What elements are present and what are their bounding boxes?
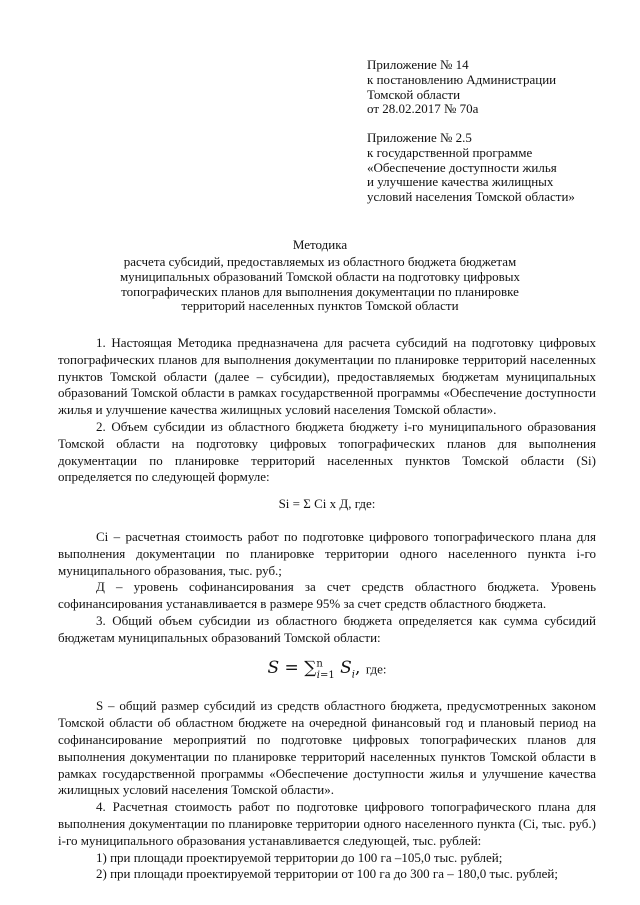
subtitle-line: муниципальных образований Томской области на подготовку цифровых	[119, 268, 521, 284]
formula-si: Si = Σ Ci x Д, где:	[278, 496, 376, 512]
appendix-14-line: Томской области	[367, 86, 461, 102]
appendix-25-line: и улучшение качества жилищных	[367, 174, 554, 190]
appendix-25-block	[367, 131, 629, 205]
paragraph-3: 3. Общий объем субсидии из областного бюджета определяется как сумма субсидий бюджетам муниципальных образований Томской области:	[58, 612, 596, 645]
appendix-25-line: условий населения Томской области»	[367, 189, 575, 205]
appendix-14-line: к постановлению Администрации	[367, 71, 557, 87]
paragraph-4: 4. Расчетная стоимость работ по подготовке цифрового топографического плана для выполнения документации по планировке территории одного населенного пункта (Ci, тыс. руб.) i-го муниципального образования устанавливается следующей, тыс. рублей:	[58, 799, 596, 848]
formula-s-sum	[58, 657, 596, 685]
subtitle-line: топографических планов для выполнения документации по планировке	[121, 283, 519, 299]
document-title: Методика	[292, 237, 348, 252]
document-body	[58, 335, 596, 883]
paragraph-2: 2. Объем субсидии из областного бюджета бюджету i-го муниципального образования Томской области на подготовку цифровых топографических планов для выполнения документации по планировке территорий населенных пунктов Томской области (Si) определяется по следующей формуле:	[58, 418, 596, 485]
appendix-14-line: от 28.02.2017 № 70а	[367, 101, 479, 117]
paragraph-s-definition: S – общий размер субсидий из средств областного бюджета, предусмотренных законом Томской области об областном бюджете на очередной финансовый год и плановый период на софинансирование мероприятий по подготовке цифровых топографических планов для выполнения документации по планировке территорий населенных пунктов Томской области в рамках государственной программы «Обеспечение доступности жилья и улучшение качества жилищных условий населения Томской области».	[58, 698, 596, 798]
appendix-25-line: Приложение № 2.5	[367, 130, 472, 145]
formula-s-where: где:	[365, 661, 387, 677]
subtitle-line: расчета субсидий, предоставляемых из областного бюджета бюджетам	[123, 254, 517, 269]
paragraph-ci-definition: Ci – расчетная стоимость работ по подготовке цифрового топографического плана для выполнения документации по планировке территории одного населенного пункта i-го муниципального образования, тыс. руб.;	[58, 528, 596, 578]
paragraph-1: 1. Настоящая Методика предназначена для расчета субсидий на подготовку цифровых топографических планов для выполнения документации по планировке территорий населенных пунктов Томской области (далее – субсидии), предоставляемых бюджетам муниципальных образований Томской области в рамках государственной программы «Обеспечение доступности жилья и улучшение качества жилищных условий населения Томской области».	[58, 335, 596, 418]
appendix-14-line: Приложение № 14	[367, 57, 469, 72]
formula-s-expression: S = ∑$^n_{i=1}$ $S_i$,	[267, 658, 361, 681]
appendix-25-line: к государственной программе	[367, 144, 533, 160]
appendix-25-line: «Обеспечение доступности жилья	[367, 159, 557, 175]
appendix-14-block	[367, 58, 629, 117]
list-item-2: 2) при площади проектируемой территории от 100 га до 300 га – 180,0 тыс. рублей;	[96, 866, 558, 882]
paragraph-d-definition: Д – уровень софинансирования за счет средств областного бюджета. Уровень софинансирования устанавливается в размере 95% за счет средств областного бюджета.	[58, 579, 596, 612]
document-subtitle	[40, 255, 600, 314]
list-item-1: 1) при площади проектируемой территории до 100 га –105,0 тыс. рублей;	[96, 849, 503, 865]
subtitle-line: территорий населенных пунктов Томской области	[181, 298, 459, 314]
